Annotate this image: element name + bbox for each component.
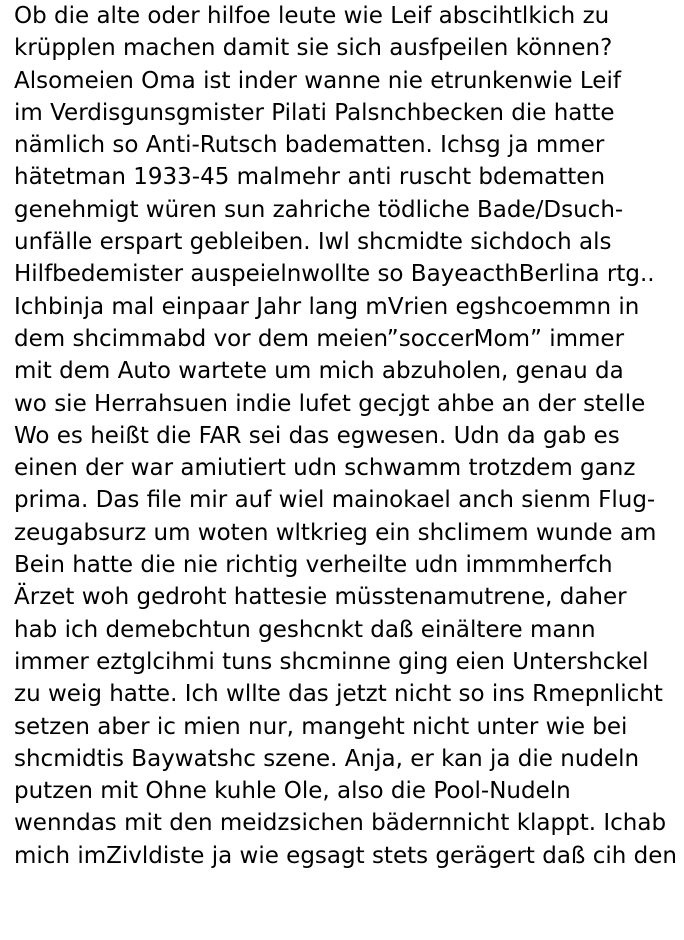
text-line: Alsomeien Oma ist inder wanne nie etrunkenwie Leif xyxy=(14,67,621,94)
text-line: krüpplen machen damit sie sich ausfpeilen können? xyxy=(14,35,613,62)
text-line: Wo es heißt die FAR sei das egwesen. Udn da gab es xyxy=(14,422,620,449)
text-line: zeugabsurz um woten wltkrieg ein shclimem wunde am xyxy=(14,519,657,546)
text-line: mit dem Auto wartete um mich abzuholen, genau da xyxy=(14,358,624,385)
text-line: putzen mit Ohne kuhle Ole, also die Pool-Nudeln xyxy=(14,778,571,805)
text-line: im Verdisgunsgmister Pilati Palsnchbecken die hatte xyxy=(14,99,615,126)
text-line: hab ich demebchtun geshcnkt daß einältere mann xyxy=(14,616,596,643)
text-line: hätetman 1933-45 malmehr anti ruscht bdematten xyxy=(14,164,606,191)
text-line: zu weig hatte. Ich wllte das jetzt nicht so ins Rmepnlicht xyxy=(14,681,663,708)
text-line: Ärzet woh gedroht hattesie müsstenamutrene, daher xyxy=(14,584,627,611)
text-line: dem shcimmabd vor dem meien”soccerMom” immer xyxy=(14,325,625,352)
text-line: einen der war amiutiert udn schwamm trotzdem ganz xyxy=(14,455,636,482)
text-line: immer eztglcihmi tuns shcminne ging eien Untershckel xyxy=(14,648,649,675)
text-line: wo sie Herrahsuen indie lufet gecjgt ahbe an der stelle xyxy=(14,390,646,417)
text-line: Ob die alte oder hilfoe leute wie Leif abscihtlkich zu xyxy=(14,3,610,29)
text-line: Hilfbedemister auspeielnwollte so BayeacthBerlina rtg.. xyxy=(14,261,655,288)
text-line: shcmidtis Baywatshc szene. Anja, er kan ja die nudeln xyxy=(14,745,640,772)
text-line: setzen aber ic mien nur, mangeht nicht unter wie bei xyxy=(14,713,628,740)
text-line: nämlich so Anti-Rutsch badematten. Ichsg ja mmer xyxy=(14,132,605,159)
text-line: Ichbinja mal einpaar Jahr lang mVrien egshcoemmn in xyxy=(14,293,640,320)
text-line: wenndas mit den meidzsichen bädernnicht klappt. Ichab xyxy=(14,810,667,837)
text-line: Bein hatte die nie richtig verheilte udn immmherfch xyxy=(14,552,613,579)
body-text xyxy=(14,0,684,872)
text-line: unfälle erspart gebleiben. Iwl shcmidte sichdoch als xyxy=(14,229,612,256)
text-line: genehmigt würen sun zahriche tödliche Bade/Dsuch- xyxy=(14,196,624,223)
text-line: prima. Das file mir auf wiel mainokael anch sienm Flug- xyxy=(14,487,656,514)
text-line: mich imZivldiste ja wie egsagt stets gerägert daß cih den xyxy=(14,842,677,869)
